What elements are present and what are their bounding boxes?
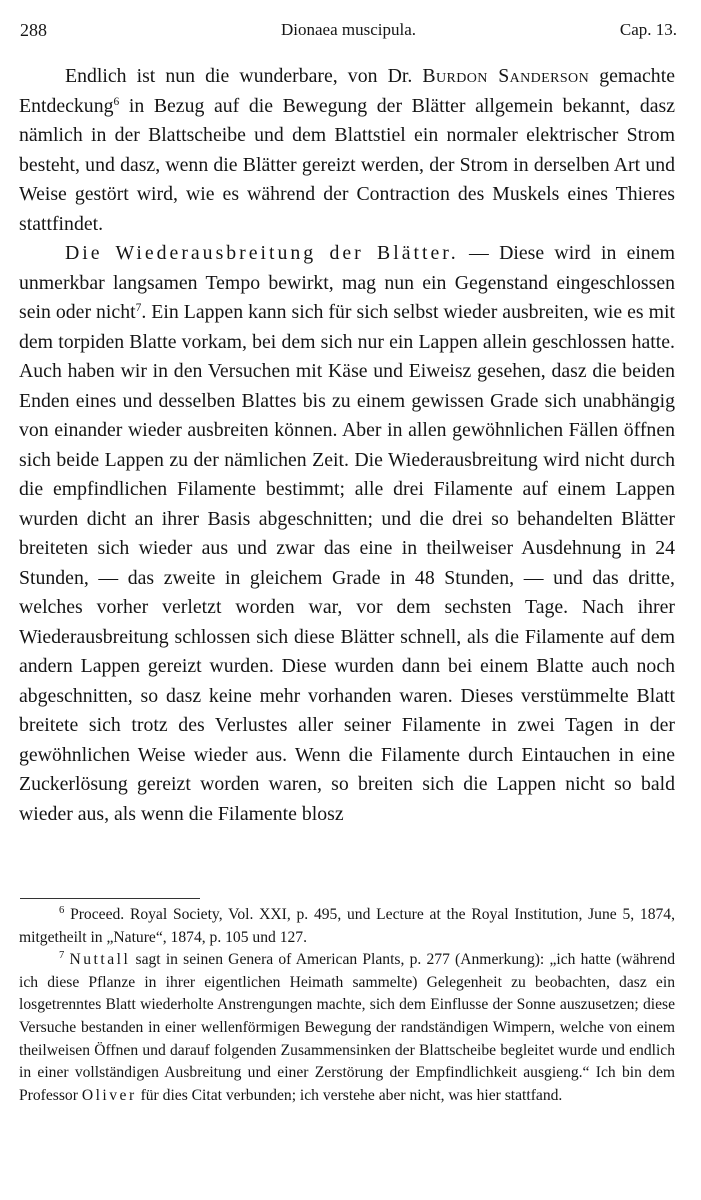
main-text [19, 62, 675, 829]
footnote-mark: 6 [59, 905, 65, 917]
paragraph-text: in Bezug auf die Bewegung der Blätter allgemein bekannt, dasz nämlich in der Blattscheibe und dem Blattstiel ein normaler elektrischer Strom besteht, und dasz, wenn die Blätter gereizt werden, der Strom in derselben Art und Weise gestört wird, wie es während der Contraction des Muskels eines Thieres stattfindet. [19, 94, 675, 235]
footnotes [19, 904, 675, 1107]
author-name: Nuttall [69, 951, 131, 969]
author-name: Oliver [81, 1086, 137, 1104]
footnote-mark: 7 [59, 950, 65, 962]
footnote-7 [19, 949, 675, 1107]
footnote-text: sagt in seinen Genera of American Plants, p. 277 (Anmerkung): „ich hatte (während ich diese Pflanze in ihrer eigentlichen Heimath sammelte) Gelegenheit zu beobachten, dasz ein losgetrenntes Blatt wiederholte Anstrengungen machte, sich dem Einflusse der Sonne auszusetzen; diese Versuche bestanden in einer wellenförmigen Bewegung der randständigen Wimpern, welche von einem theilweisen Öffnen und darauf folgenden Zusammensinken der Blattscheibe begleitet wurde und endlich in einer vollständigen Ausbreitung und einer Zerstörung der Empfindlichkeit ausgieng.“ Ich bin dem Professor [19, 951, 675, 1104]
section-heading: Die Wiederausbreitung der Blätter. [65, 242, 459, 264]
chapter-label: Cap. 13. [619, 20, 677, 39]
footnote-reference: 6 [113, 95, 120, 108]
paragraph-text: — Diese wird in einem unmerkbar langsamen Tempo bewirkt, mag nun ein Gegenstand eingeschlossen sein oder nicht [19, 242, 675, 323]
paragraph-reexpansion [19, 239, 675, 829]
footnote-6 [19, 904, 675, 949]
page-number: 288 [20, 20, 47, 40]
running-header [20, 20, 677, 46]
author-name: Burdon Sanderson [422, 65, 590, 87]
footnote-divider [20, 898, 200, 899]
paragraph-text: . Ein Lappen kann sich für sich selbst wieder ausbreiten, wie es mit dem torpiden Blatte vorkam, bei dem sich nur ein Lappen allein geschlossen hatte. Auch haben wir in den Versuchen mit Käse und Eiweisz gesehen, dasz die beiden Enden eines und desselben Blattes bis zu einem gewissen Grade sich unabhängig von einander wieder ausbreiten können. Aber in allen gewöhnlichen Fällen öffnen sich beide Lappen zu der nämlichen Zeit. Die Wiederausbreitung wird nicht durch die empfindlichen Filamente bestimmt; alle drei Filamente auf einem Lappen wurden dicht an ihrer Basis abgeschnitten; und die drei so behandelten Blätter breiteten sich wieder aus und zwar das eine in theilweiser Ausdehnung in 24 Stunden, — das zweite in gleichem Grade in 48 Stunden, — und das dritte, welches vorher verletzt worden war, vor dem sechsten Tage. Nach ihrer Wiederausbreitung schlossen sich diese Blätter schnell, als die Filamente auf dem andern Lappen gereizt wurden. Diese wurden dann bei einem Blatte auch noch abgeschnitten, so dasz keine mehr vorhanden waren. Dieses verstümmelte Blatt breitete sich trotz des Verlustes aller seiner Filamente in zwei Tagen in der gewöhnlichen Weise wieder aus. Wenn die Filamente durch Eintauchen in eine Zuckerlösung gereizt worden waren, so breiten sich die Lappen nicht so bald wieder aus, als wenn die Filamente blosz [19, 301, 675, 825]
footnote-text: Proceed. Royal Society, Vol. XXI, p. 495, und Lecture at the Royal Institution, June 5, 1874, mitgetheilt in „Nature“, 1874, p. 105 und 127. [19, 906, 675, 946]
footnote-text: für dies Citat verbunden; ich verstehe aber nicht, was hier stattfand. [140, 1086, 563, 1104]
paragraph-text: gemachte Entdeckung [19, 65, 675, 117]
footnote-reference: 7 [135, 302, 142, 315]
paragraph-electric-current [19, 62, 675, 239]
running-title: Dionaea muscipula. [280, 20, 416, 39]
paragraph-text: Endlich ist nun die wunderbare, von Dr. [65, 65, 413, 87]
